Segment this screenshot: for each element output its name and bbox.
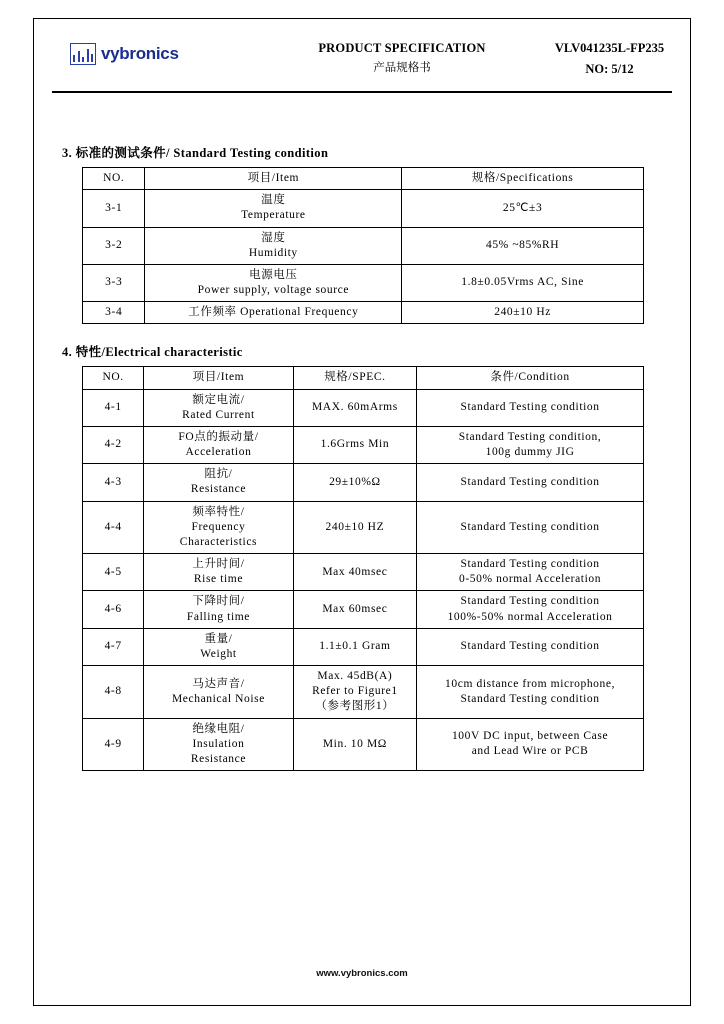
row-no: 4-1 (83, 389, 144, 426)
row-item-cn: 湿度 (261, 231, 286, 244)
row-spec: 25℃±3 (402, 190, 644, 227)
row-spec-line1: 1.6Grms Min (320, 438, 390, 451)
header-title-en: PRODUCT SPECIFICATION (318, 41, 486, 55)
row-condition-line2: 100%-50% normal Acceleration (447, 610, 613, 623)
row-item-en2: Characteristics (179, 535, 258, 548)
row-condition (417, 501, 644, 554)
row-item-en: Falling time (186, 610, 251, 623)
table-row (83, 464, 644, 501)
column-header-item: 项目/Item (144, 367, 293, 389)
header-title-block (287, 41, 517, 75)
standard-testing-condition-table (82, 167, 644, 324)
row-item-en: Temperature (241, 209, 306, 222)
row-condition (417, 718, 644, 771)
row-item (144, 501, 293, 554)
row-item (145, 190, 402, 227)
row-spec-line1: Max 60msec (322, 603, 388, 616)
row-condition-line1: Standard Testing condition (460, 401, 600, 414)
row-condition-line2: Standard Testing condition (460, 692, 600, 705)
row-item-cn: 温度 (261, 194, 286, 207)
header-title-cn: 产品规格书 (373, 62, 431, 74)
row-item-cn: 额定电流/ (192, 393, 245, 406)
page-number: NO: 5/12 (585, 62, 634, 76)
row-condition (417, 464, 644, 501)
row-item (144, 464, 293, 501)
row-condition-line1: Standard Testing condition, (458, 430, 602, 443)
row-condition-line1: Standard Testing condition (460, 475, 600, 488)
row-no: 4-3 (83, 464, 144, 501)
row-condition-line1: Standard Testing condition (460, 520, 600, 533)
table-row (83, 389, 644, 426)
row-item-cn: 阻抗/ (204, 468, 233, 481)
row-condition-line1: Standard Testing condition (460, 640, 600, 653)
table-row (83, 554, 644, 591)
row-spec-line1: Max 40msec (322, 565, 388, 578)
row-condition (417, 666, 644, 719)
row-spec: 1.8±0.05Vrms AC, Sine (402, 264, 644, 301)
header-part-block (522, 41, 697, 77)
column-header-spec: 规格/SPEC. (293, 367, 416, 389)
row-item-cn: 下降时间/ (192, 595, 245, 608)
table-row (83, 501, 644, 554)
row-item (144, 628, 293, 665)
row-item-cn: 上升时间/ (192, 558, 245, 571)
row-no: 3-3 (83, 264, 145, 301)
section-3-title: 3. 标准的测试条件/ Standard Testing condition (62, 146, 329, 160)
table-row (83, 264, 644, 301)
row-spec-line2: Refer to Figure1 (312, 685, 398, 698)
row-condition-line1: 10cm distance from microphone, (445, 677, 616, 690)
company-name: vybronics (101, 44, 179, 63)
table-row (83, 666, 644, 719)
row-item-en: Rated Current (182, 408, 255, 421)
row-condition-line1: Standard Testing condition (460, 558, 600, 571)
row-item (144, 591, 293, 628)
part-number: VLV041235L-FP235 (554, 41, 665, 55)
row-item (145, 227, 402, 264)
row-item-en: Power supply, voltage source (197, 284, 350, 297)
row-item-cn: FO点的振动量/ (178, 430, 259, 443)
row-condition (417, 389, 644, 426)
row-spec: 240±10 Hz (402, 302, 644, 324)
row-no: 4-2 (83, 426, 144, 463)
document-page (33, 18, 691, 1006)
row-condition-line2: and Lead Wire or PCB (471, 745, 589, 758)
row-no: 3-2 (83, 227, 145, 264)
row-spec-line1: 240±10 HZ (325, 520, 385, 533)
row-no: 3-4 (83, 302, 145, 324)
row-item (144, 666, 293, 719)
row-condition (417, 426, 644, 463)
row-spec (293, 591, 416, 628)
row-spec: 45% ~85%RH (402, 227, 644, 264)
vybronics-logo-icon (70, 43, 96, 65)
row-spec (293, 464, 416, 501)
row-item-cn: 重量/ (204, 632, 233, 645)
table-row (83, 628, 644, 665)
row-item (144, 426, 293, 463)
row-item-en2: Resistance (190, 752, 247, 765)
row-spec-line1: MAX. 60mArms (311, 401, 398, 414)
row-condition-line2: 0-50% normal Acceleration (459, 573, 602, 586)
row-spec (293, 554, 416, 591)
table-header-row (83, 367, 644, 389)
company-logo (70, 43, 179, 65)
row-item-en: Insulation (192, 737, 245, 750)
column-header-no: NO. (83, 168, 145, 190)
row-item-en: Resistance (190, 483, 247, 496)
row-spec (293, 628, 416, 665)
document-header (52, 37, 672, 93)
row-item-cn: 绝缘电阻/ (192, 722, 245, 735)
table-row (83, 591, 644, 628)
row-condition-line1: 100V DC input, between Case (451, 730, 609, 743)
table-header-row (83, 168, 644, 190)
footer-url[interactable]: www.vybronics.com (316, 968, 408, 979)
row-item-cn: 电源电压 (249, 268, 298, 281)
column-header-spec: 规格/Specifications (402, 168, 644, 190)
row-condition (417, 628, 644, 665)
row-condition (417, 591, 644, 628)
row-item: 工作频率 Operational Frequency (145, 302, 402, 324)
row-item-cn: 马达声音/ (192, 677, 245, 690)
row-condition-line2: 100g dummy JIG (485, 446, 575, 459)
row-no: 4-6 (83, 591, 144, 628)
row-spec (293, 718, 416, 771)
row-no: 4-8 (83, 666, 144, 719)
row-no: 4-9 (83, 718, 144, 771)
table-row (83, 426, 644, 463)
row-item-cn: 频率特性/ (192, 505, 245, 518)
row-item (144, 554, 293, 591)
row-spec (293, 389, 416, 426)
section-4-title: 4. 特性/Electrical characteristic (62, 345, 243, 360)
table-row (83, 190, 644, 227)
column-header-condition: 条件/Condition (417, 367, 644, 389)
row-no: 4-7 (83, 628, 144, 665)
row-condition-line1: Standard Testing condition (460, 595, 600, 608)
row-spec-line3: （参考图形1） (315, 700, 395, 713)
row-item-en: Humidity (248, 246, 298, 259)
column-header-item: 项目/Item (145, 168, 402, 190)
row-item (144, 718, 293, 771)
row-condition (417, 554, 644, 591)
row-item-en: Mechanical Noise (171, 692, 265, 705)
row-spec (293, 666, 416, 719)
row-item (144, 389, 293, 426)
electrical-characteristic-table (82, 366, 644, 771)
row-no: 3-1 (83, 190, 145, 227)
row-no: 4-4 (83, 501, 144, 554)
table-row (83, 227, 644, 264)
table-row (83, 302, 644, 324)
row-item-en: Rise time (193, 573, 244, 586)
row-spec-line1: 29±10%Ω (329, 475, 381, 488)
row-spec-line1: Max. 45dB(A) (317, 670, 393, 683)
row-spec (293, 426, 416, 463)
row-item-en: Weight (200, 647, 237, 660)
row-no: 4-5 (83, 554, 144, 591)
row-spec-line1: 1.1±0.1 Gram (319, 640, 391, 653)
row-item (145, 264, 402, 301)
row-item-en: Acceleration (185, 446, 252, 459)
row-item-en: Frequency (191, 520, 246, 533)
table-row (83, 718, 644, 771)
row-spec (293, 501, 416, 554)
column-header-no: NO. (83, 367, 144, 389)
row-spec-line1: Min. 10 MΩ (322, 737, 387, 750)
